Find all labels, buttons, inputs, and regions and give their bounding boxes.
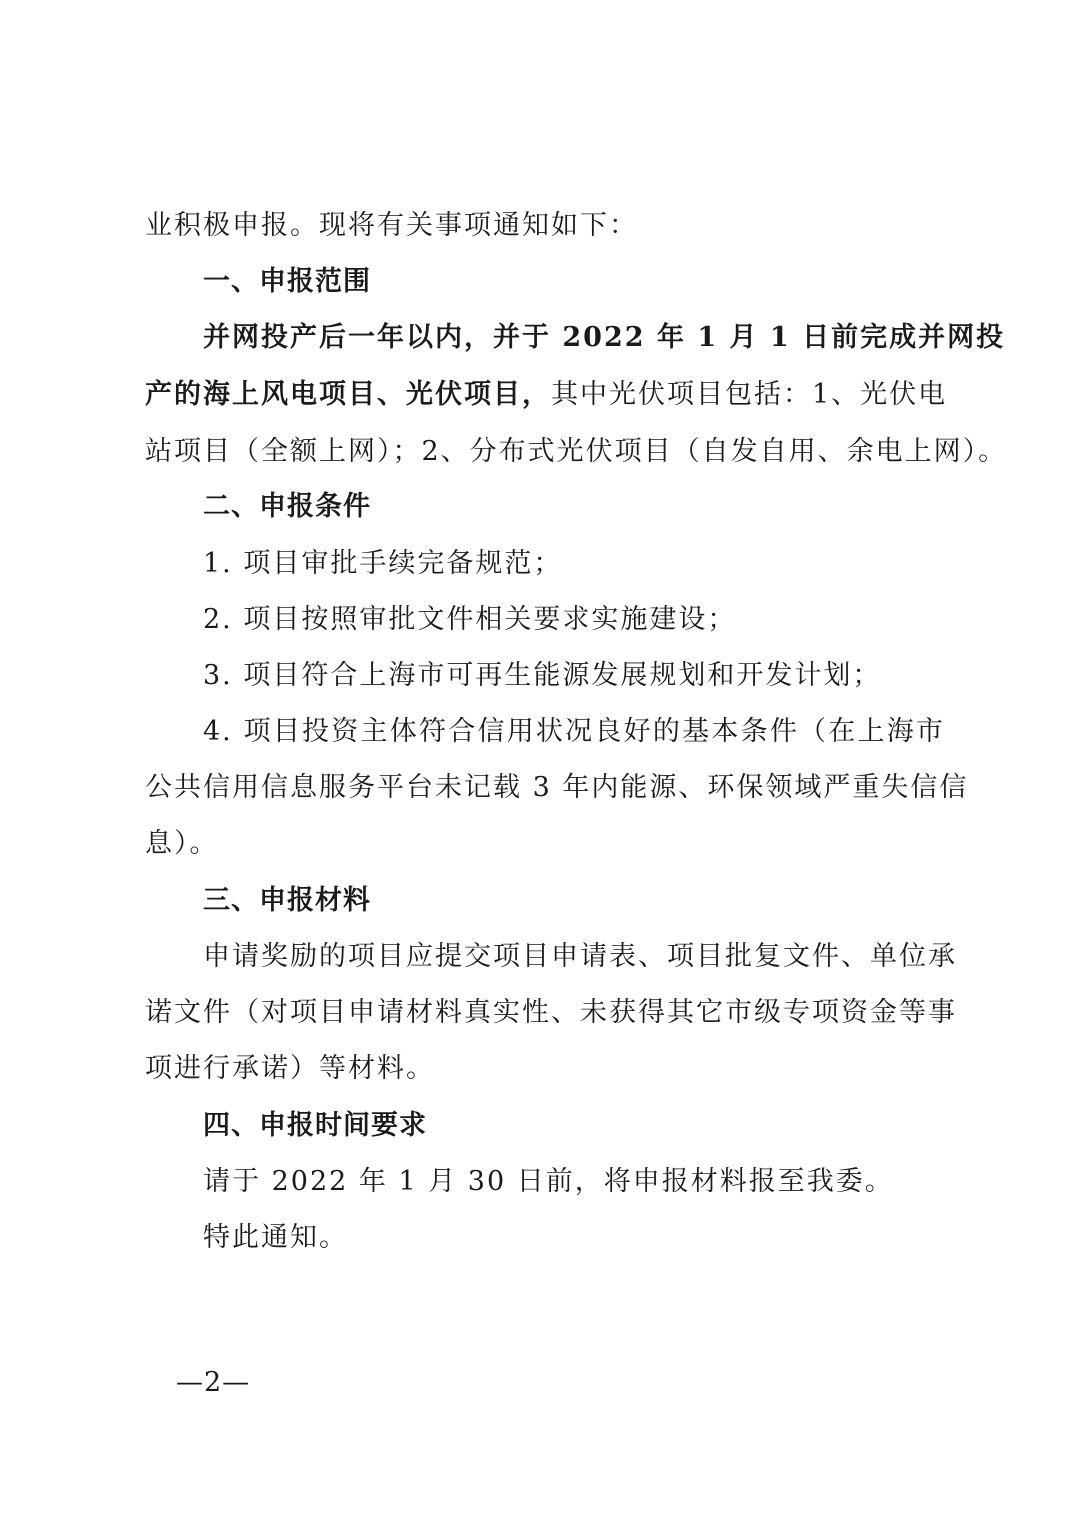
condition-item-3: 3. 项目符合上海市可再生能源发展规划和开发计划；	[203, 660, 882, 691]
closing-line: 特此通知。	[203, 1222, 348, 1253]
condition-item-4-line-3: 息）。	[145, 828, 219, 859]
materials-paragraph-line-1: 申请奖励的项目应提交项目申请表、项目批复文件、单位承	[203, 941, 957, 972]
condition-item-4-line-2: 公共信用信息服务平台未记载 3 年内能源、环保领域严重失信信	[145, 772, 969, 803]
deadline-paragraph: 请于 2022 年 1 月 30 日前，将申报材料报至我委。	[203, 1166, 894, 1197]
section-heading-conditions: 二、申报条件	[203, 491, 371, 522]
scope-paragraph-line-1: 并网投产后一年以内，并于 2022 年 1 月 1 日前完成并网投	[203, 322, 1006, 353]
page-number: —2—	[176, 1367, 251, 1398]
section-heading-scope: 一、申报范围	[203, 266, 371, 297]
scope-paragraph-line-2	[145, 375, 948, 415]
scope-normal-text: 其中光伏项目包括：1、光伏电	[551, 379, 948, 410]
section-heading-materials: 三、申报材料	[203, 885, 371, 916]
scope-bold-text: 产的海上风电项目、光伏项目，	[145, 379, 551, 410]
section-heading-deadline: 四、申报时间要求	[203, 1110, 427, 1141]
condition-item-4-line-1: 4. 项目投资主体符合信用状况良好的基本条件（在上海市	[203, 716, 945, 747]
scope-paragraph-line-3: 站项目（全额上网）；2、分布式光伏项目（自发自用、余电上网）。	[145, 436, 1008, 467]
condition-item-1: 1. 项目审批手续完备规范；	[203, 548, 563, 579]
materials-paragraph-line-2: 诺文件（对项目申请材料真实性、未获得其它市级专项资金等事	[145, 997, 957, 1028]
intro-continuation-line: 业积极申报。现将有关事项通知如下：	[145, 210, 638, 241]
materials-paragraph-line-3: 项进行承诺）等材料。	[145, 1053, 435, 1084]
condition-item-2: 2. 项目按照审批文件相关要求实施建设；	[203, 604, 737, 635]
